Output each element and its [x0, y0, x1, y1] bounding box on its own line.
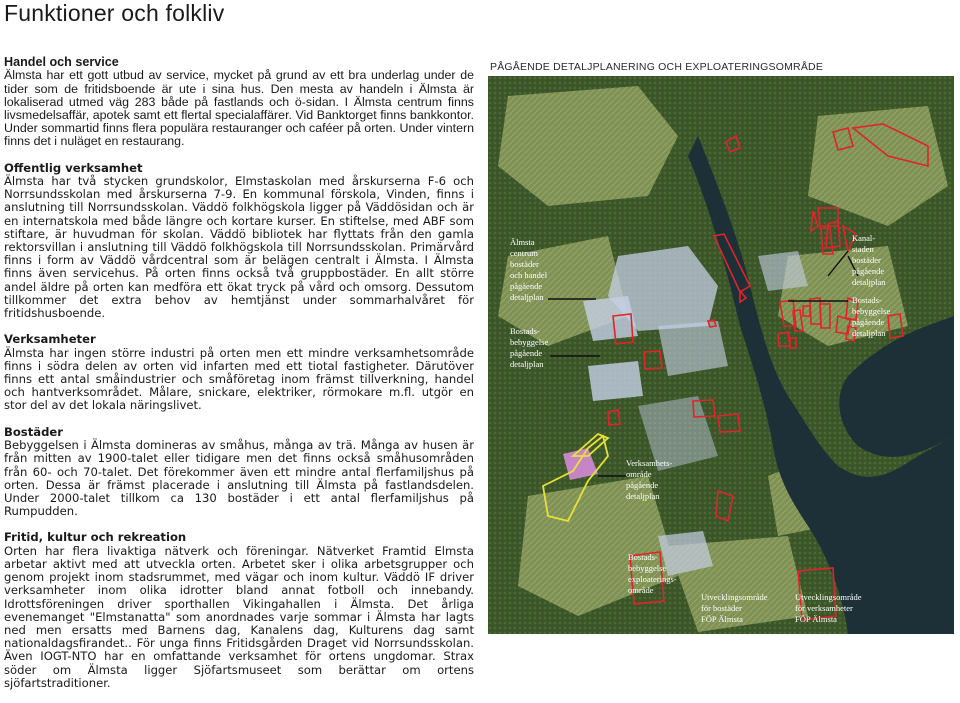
- map-label-line: bostäder: [510, 259, 539, 269]
- map-label-line: Älmsta: [510, 237, 535, 247]
- map-label-line: pågående: [510, 348, 543, 358]
- aerial-map: [488, 76, 954, 634]
- map-label-line: detaljplan: [852, 277, 886, 287]
- map-label-line: Utvecklingsområde: [701, 592, 768, 602]
- section-offentlig-verksamhet: [4, 162, 474, 321]
- housing-area: [658, 321, 728, 376]
- section-verksamheter: [4, 333, 474, 412]
- map-label-line: detaljplan: [852, 328, 886, 338]
- map-label-line: exploaterings-: [628, 574, 677, 584]
- map-label-line: pågående: [626, 480, 659, 490]
- map-label-line: Utvecklingsområde: [795, 592, 862, 602]
- housing-area: [588, 361, 643, 401]
- section-handel-och-service: [4, 56, 474, 149]
- map-label-line: Kanal-: [852, 233, 876, 243]
- map-label-line: Bostads-: [628, 552, 658, 562]
- section-body: Orten har flera livaktiga nätverk och föreningar. Nätverket Framtid Elmsta arbetar aktivt med att utveckla orten. Arbetet sker i olika arbetsgrupper och genom projekt inom stadsrummet, med vägar och inom kultur. Väddö IF driver verksamheter inom olika idrotter bland annat fotboll och innebandy. Idrottsföreningen driver sporthallen Vikingahallen i Älmsta. Det årliga evenemanget "Elmstanatta" som anordnades varje sommar i Älmsta har lagts ned men ersatts med Barnens dag, Kanalens dag, Kulturens dag samt nationaldagsfirandet.. För unga finns Fritidsgården Draget vid Norrsundsskolan. Även IOGT-NTO har en omfattande verksamhet för ortens ungdomar. Strax söder om Älmsta ligger Sjöfartsmuseet som berättar om ortens sjöfartstraditioner.: [4, 543, 474, 690]
- section-heading: Bostäder: [4, 424, 63, 439]
- aerial-map-svg: [488, 76, 954, 634]
- section-heading: Handel och service: [4, 55, 119, 69]
- section-heading: Offentlig verksamhet: [4, 160, 143, 175]
- page-title: Funktioner och folkliv: [4, 0, 225, 26]
- map-label-line: bebyggelse: [510, 337, 549, 347]
- section-body: Bebyggelsen i Älmsta domineras av småhus, många av trä. Många av husen är från mitten av 1900-talet eller tidigare men det finns också småhusområden från 60- och 70-talet. Det förekommer även ett mindre antal flerfamiljshus på orten. Dessa är främst placerade i anslutning till Älmsta på fastlandsdelen. Under 2000-talet tillkom ca 130 bostäder i ett antal flerfamiljshus på Rumpudden.: [4, 438, 474, 519]
- map-label-line: detaljplan: [510, 292, 544, 302]
- map-label-line: Bostads-: [852, 295, 882, 305]
- map-label-line: detaljplan: [626, 491, 660, 501]
- map-label-line: Bostads-: [510, 326, 540, 336]
- map-caption: PÅGÅENDE DETALJPLANERING OCH EXPLOATERINGSOMRÅDE: [490, 61, 824, 73]
- map-label-line: område: [626, 469, 652, 479]
- map-label-line: bostäder: [852, 255, 881, 265]
- map-label-line: och handel: [510, 270, 548, 280]
- map-label-line: FÖP Älmsta: [795, 614, 837, 624]
- map-label-line: pågående: [510, 281, 543, 291]
- map-label-line: pågående: [852, 317, 885, 327]
- map-label-line: för verksamheter: [795, 603, 853, 613]
- section-body: Älmsta har ett gott utbud av service, mycket på grund av ett bra underlag under de tider som de fritidsboende är ute i sina hus. Den mesta av handeln i Älmsta är lokaliserad utmed väg 283 både på fastlands och ö-sidan. I Älmsta centrum finns livsmedelsaffär, apotek samt ett flertal specialaffärer. Vid Banktorget finns bankkontor. Under sommartid finns flera populära restauranger och caféer på orten. Under vintern finns det i nuläget en restaurang.: [4, 68, 474, 149]
- map-label-line: detaljplan: [510, 359, 544, 369]
- section-heading: Fritid, kultur och rekreation: [4, 530, 187, 545]
- map-label-line: bebyggelse: [628, 563, 667, 573]
- map-label-line: FÖP Älmsta: [701, 614, 743, 624]
- map-label-line: staden: [852, 244, 874, 254]
- map-label-line: pågående: [852, 266, 885, 276]
- map-label-line: Verksamhets-: [626, 458, 673, 468]
- map-label-line: för bostäder: [701, 603, 742, 613]
- section-fritid-kultur: [4, 531, 474, 690]
- section-body: Älmsta har ingen större industri på orten men ett mindre verksamhetsområde finns i södra delen av orten vid infarten med ett tiotal fastigheter. Därutöver finns ett antal småindustrier och småföretag inom främst tillverkning, handel och hantverksområdet. Målare, snickare, elektriker, rörmokare m.fl. utgör en stor del av det lokala näringslivet.: [4, 345, 474, 413]
- section-body: Älmsta har två stycken grundskolor, Elmstaskolan med årskurserna F-6 och Norrsundsskolan med årskurserna 7-9. En kommunal förskola, Vinden, finns i anslutning till Norrsundsskolan. Väddö folkhögskola ligger på Väddösidan och är en internatskola med både längre och kortare kurser. En stiftelse, med ABF som stiftare, är huvudman för skolan. Väddö bibliotek har flyttats från den gamla rektorsvillan i anslutning till Väddö folkhögskola till Norrsundsskolan. Primärvård finns i form av Väddö vårdcentral som är belägen centralt i Älmsta. I Älmsta finns även servicehus. På orten finns också två gruppbostäder. En allt större andel äldre på orten kan medföra ett ökat tryck på vård och omsorg. Dessutom tillkommer det extra behov av hemtjänst under sommarhalvåret för fritidshusboende.: [4, 174, 474, 321]
- map-label-line: område: [628, 585, 654, 595]
- map-label-line: centrum: [510, 248, 538, 258]
- text-column: [4, 56, 474, 703]
- map-label-line: bebyggelse: [852, 306, 891, 316]
- section-heading: Verksamheter: [4, 332, 96, 347]
- section-bostader: [4, 426, 474, 519]
